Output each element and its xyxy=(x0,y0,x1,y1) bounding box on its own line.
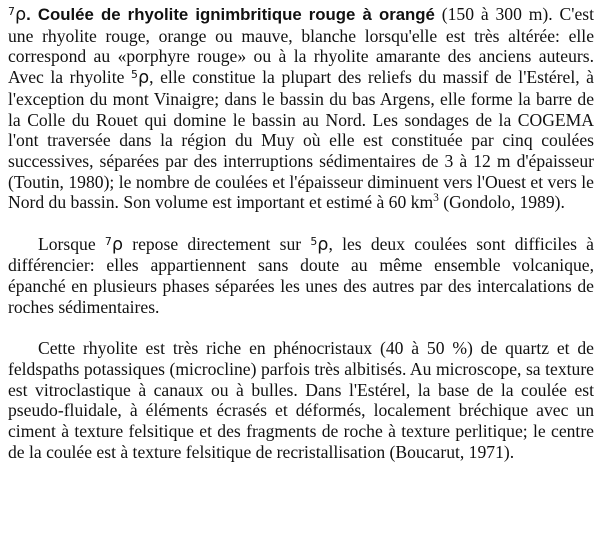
paragraph-text: , elle constitue la plupart des reliefs du massif de l'Estérel, à l'exception du mont Vinaigre; dans le bassin du bas Argens, elle forme la barre de la Colle du Rouet qui domine le bassin au Nord. Les sondages de la COGEMA l'ont traversée dans la région du Muy où elle est constituée par cinq coulées successives, séparées par des interruptions sédimentaires de 3 à 12 m d'épaisseur (Toutin, 1980); le nombre de coulées et l'épaisseur diminuent vers l'Ouest et vers le Nord du bassin. Son volume est important et estimé à 60 km xyxy=(8,67,594,213)
paragraph-petrography: Cette rhyolite est très riche en phénocristaux (40 à 50 %) de quartz et de feldspaths potassiques (microcline) parfois très albitisés. Au microscope, sa texture est vitroclastique à canaux ou à bulles. Dans l'Estérel, la base de la coulée est pseudo-fluidale, à éléments écrasés et déformés, localement bréchique avec un ciment à texture felsitique et des fragments de roche à texture perlitique; le centre de la coulée est à texture felsitique de recristallisation (Boucarut, 1971). xyxy=(8,338,594,462)
paragraph-rhyolite-description xyxy=(8,4,594,213)
formation-code-reference: $^5$ρ xyxy=(130,68,150,89)
paragraph-spacer xyxy=(8,213,594,234)
formation-code-reference: $^7$ρ xyxy=(104,234,123,255)
unit-superscript: 3 xyxy=(433,192,439,205)
document-page xyxy=(8,4,594,462)
formation-code: $^7$ρ xyxy=(8,5,27,25)
formation-code-reference: $^5$ρ xyxy=(310,234,329,255)
paragraph-text: (Gondolo, 1989). xyxy=(438,192,565,213)
paragraph-superposition: Lorsque $^7$ρ repose directement sur $^5$ρ, les deux coulées sont difficiles à différencier: elles appartiennent sans doute au même ensemble volcanique, épanché en plusieurs phases séparées les unes des autres par des intercalations de roches sédimentaires. xyxy=(8,233,594,317)
section-heading: . Coulée de rhyolite ignimbritique rouge à orangé xyxy=(26,5,435,24)
paragraph-text: (150 à 300 m). C'est une rhyolite rouge, orange ou mauve, blanche lorsqu'elle est très altérée: elle correspond au «porphyre rouge» ou à la rhyolite amarante des anciens auteurs. Avec la rhyolite xyxy=(8,4,594,88)
paragraph-spacer xyxy=(8,318,594,339)
